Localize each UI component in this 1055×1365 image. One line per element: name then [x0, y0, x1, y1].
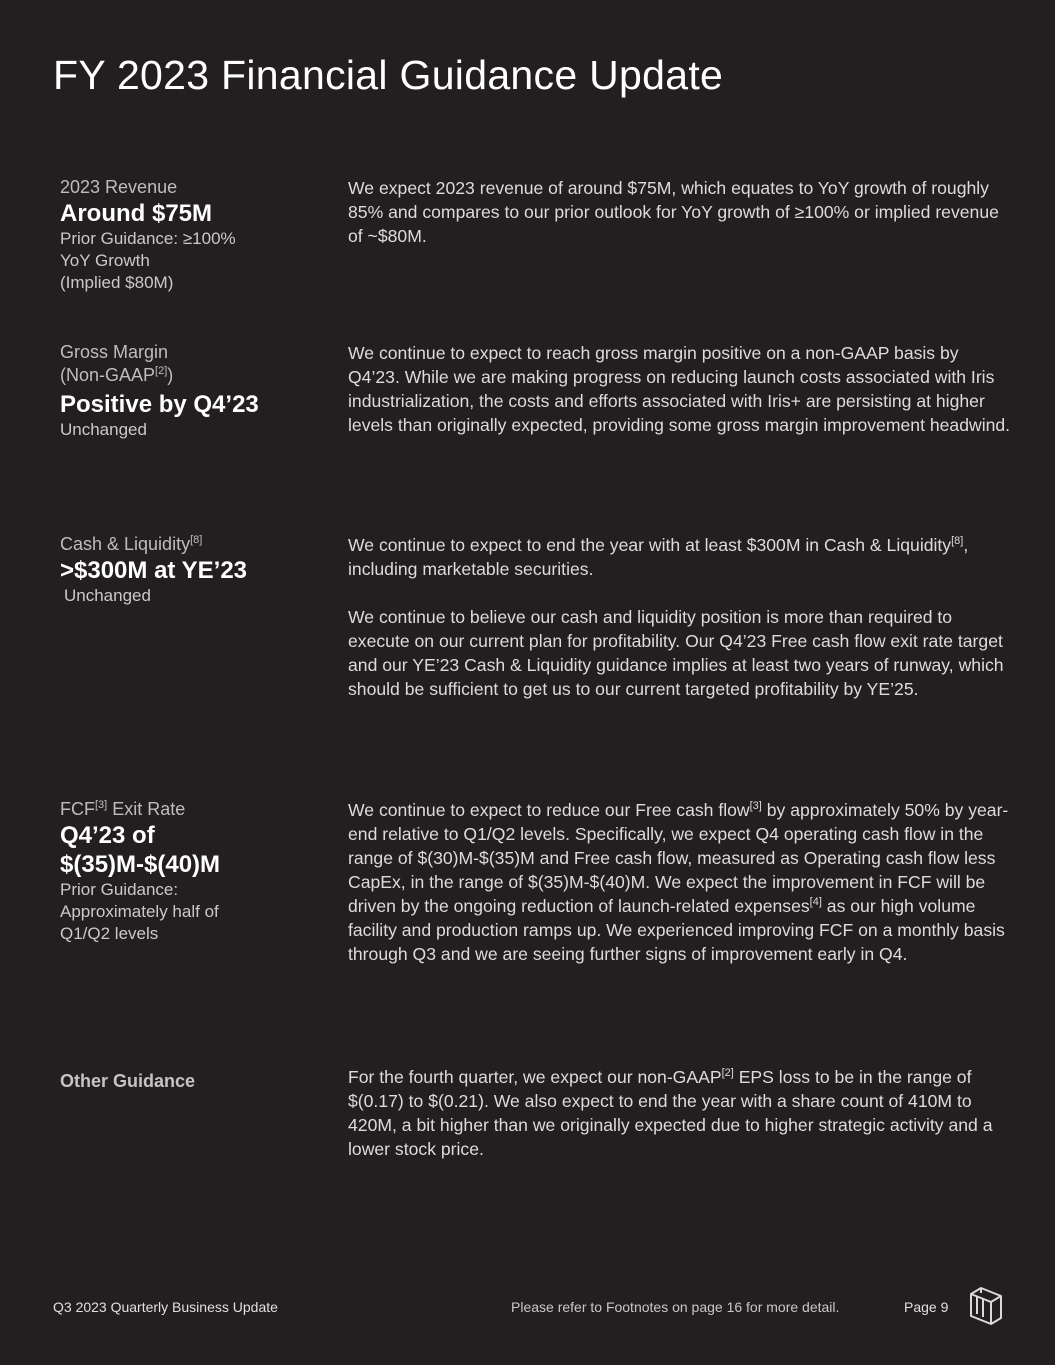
- footnote-ref-3: [3]: [95, 799, 108, 811]
- fcf-text-b: by approximately 50% by year-end relative to Q1/Q2 levels. Specifically, we expect Q4 operating cash flow in the range of $(30)M-$(35)M and Free cash flow, measured as Operating cash flow less CapEx, in the range of $(35)M-$(40)M. We expect the improvement in FCF will be driven by the ongoing reduction of launch-related expenses: [348, 800, 1009, 916]
- revenue-label: 2023 Revenue: [60, 177, 178, 197]
- footnote-ref-8: [8]: [951, 535, 964, 548]
- revenue-prior-line-1: Prior Guidance: ≥100%: [60, 229, 236, 248]
- fcf-label-suffix: Exit Rate: [107, 799, 186, 819]
- margin-summary: [60, 341, 320, 441]
- other-label: Other Guidance: [60, 1071, 196, 1091]
- other-text-a: For the fourth quarter, we expect our non-GAAP: [348, 1067, 722, 1087]
- revenue-value: Around $75M: [60, 200, 213, 227]
- footer-footnote-note: Please refer to Footnotes on page 16 for more detail.: [511, 1299, 840, 1315]
- margin-description: [348, 341, 1012, 437]
- fcf-value-line-2: $(35)M-$(40)M: [60, 851, 221, 878]
- fcf-prior-line-3: Q1/Q2 levels: [60, 924, 159, 943]
- margin-value: Positive by Q4’23: [60, 391, 259, 418]
- revenue-prior-line-3: (Implied $80M): [60, 273, 174, 292]
- cash-status: Unchanged: [64, 586, 151, 605]
- margin-label-line-2: [60, 364, 320, 387]
- revenue-description: [348, 176, 1012, 248]
- footer-document-title: Q3 2023 Quarterly Business Update: [53, 1299, 278, 1315]
- other-text: [348, 1065, 1012, 1161]
- margin-text: We continue to expect to reach gross margin positive on a non-GAAP basis by Q4’23. While we are making progress on reducing launch costs associated with Iris industrialization, the costs and efforts associated with Iris+ are persisting at higher levels than originally expected, providing some gross margin improvement headwind.: [348, 343, 1011, 435]
- margin-label-close: ): [167, 365, 174, 385]
- margin-label-text: (Non-GAAP: [60, 365, 156, 385]
- cash-summary: [60, 533, 320, 607]
- cash-text-1-a: We continue to expect to end the year with at least $300M in Cash & Liquidity: [348, 535, 952, 555]
- other-summary: [60, 1070, 320, 1093]
- fcf-prior-line-2: Approximately half of: [60, 902, 219, 921]
- cash-label: [60, 533, 320, 556]
- cash-text-1-b: , including marketable securities.: [348, 535, 969, 579]
- cash-label-text: Cash & Liquidity: [60, 534, 191, 554]
- cash-value: >$300M at YE’23: [60, 557, 248, 584]
- fcf-text-a: We continue to expect to reduce our Free cash flow: [348, 800, 750, 820]
- revenue-prior-line-2: YoY Growth: [60, 251, 150, 270]
- fcf-description: [348, 798, 1012, 966]
- margin-label-line-1: Gross Margin: [60, 342, 169, 362]
- revenue-summary: [60, 176, 320, 294]
- fcf-text: [348, 798, 1012, 966]
- footnote-ref-2: [2]: [155, 365, 168, 377]
- footnote-ref-2: [2]: [721, 1067, 734, 1080]
- fcf-value-line-1: Q4’23 of: [60, 822, 155, 849]
- fcf-summary: [60, 798, 320, 945]
- fcf-label: [60, 798, 320, 821]
- cash-description: [348, 533, 1012, 701]
- footnote-ref-4: [4]: [809, 896, 822, 909]
- fcf-text-c: as our high volume facility and production ramps up. We experienced improving FCF on a monthly basis through Q3 and we are seeing further signs of improvement early in Q4.: [348, 896, 1005, 964]
- cash-text-2: We continue to believe our cash and liquidity position is more than required to execute on our current plan for profitability. Our Q4’23 Free cash flow exit rate target and our YE’23 Cash & Liquidity guidance implies at least two years of runway, which should be sufficient to get us to our current targeted profitability by YE’25.: [348, 607, 1004, 699]
- other-description: [348, 1065, 1012, 1161]
- page-title: FY 2023 Financial Guidance Update: [53, 52, 724, 98]
- revenue-text: We expect 2023 revenue of around $75M, which equates to YoY growth of roughly 85% and compares to our prior outlook for YoY growth of ≥100% or implied revenue of ~$80M.: [348, 178, 999, 246]
- fcf-label-text: FCF: [60, 799, 95, 819]
- footer-page-number: Page 9: [904, 1299, 949, 1315]
- other-text-b: EPS loss to be in the range of $(0.17) to $(0.21). We also expect to end the year with a share count of 410M to 420M, a bit higher than we originally expected due to higher strategic activity and a lower stock price.: [348, 1067, 993, 1159]
- margin-status: Unchanged: [60, 420, 147, 439]
- fcf-prior-line-1: Prior Guidance:: [60, 880, 179, 899]
- footnote-ref-8: [8]: [190, 534, 203, 546]
- footnote-ref-3: [3]: [749, 800, 762, 813]
- company-logo-icon: [967, 1284, 1005, 1326]
- cash-text-1: [348, 533, 1012, 581]
